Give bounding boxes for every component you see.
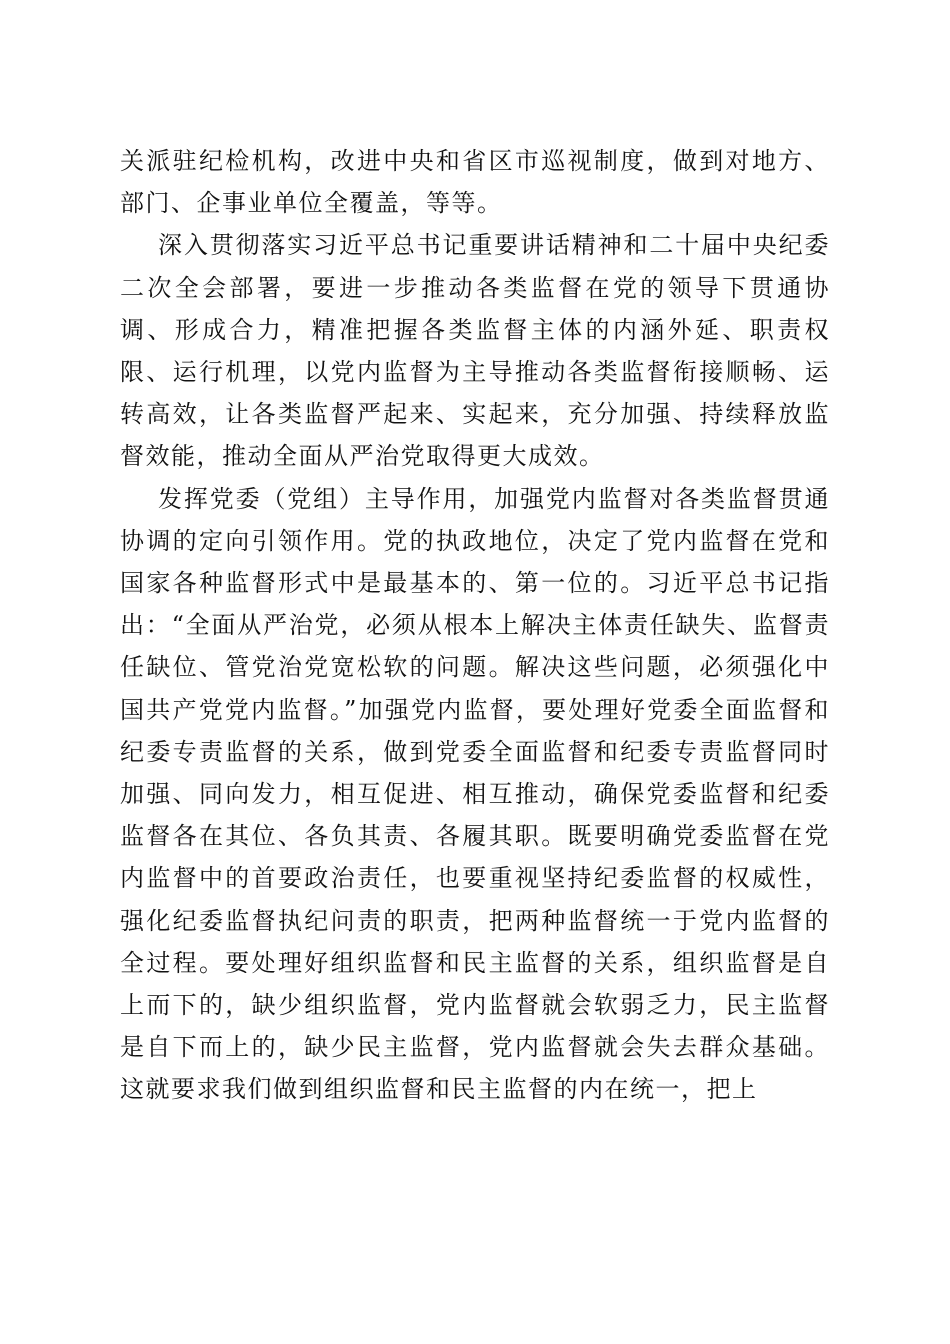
document-body (120, 140, 830, 1111)
paragraph-1: 关派驻纪检机构，改进中央和省区市巡视制度，做到对地方、部门、企事业单位全覆盖，等等。 (120, 147, 830, 218)
paragraph-2: 深入贯彻落实习近平总书记重要讲话精神和二十届中央纪委二次全会部署，要进一步推动各类监督在党的领导下贯通协调、形成合力，精准把握各类监督主体的内涵外延、职责权限、运行机理，以党内监督为主导推动各类监督衔接顺畅、运转高效，让各类监督严起来、实起来，充分加强、持续释放监督效能，推动全面从严治党取得更大成效。 (120, 231, 830, 471)
paragraph-3: 发挥党委（党组）主导作用，加强党内监督对各类监督贯通协调的定向引领作用。党的执政地位，决定了党内监督在党和国家各种监督形式中是最基本的、第一位的。习近平总书记指出：“全面从严治党，必须从根本上解决主体责任缺失、监督责任缺位、管党治党宽松软的问题。解决这些问题，必须强化中国共产党党内监督。”加强党内监督，要处理好党委全面监督和纪委专责监督的关系，做到党委全面监督和纪委专责监督同时加强、同向发力，相互促进、相互推动，确保党委监督和纪委监督各在其位、各负其责、各履其职。既要明确党委监督在党内监督中的首要政治责任，也要重视坚持纪委监督的权威性，强化纪委监督执纪问责的职责，把两种监督统一于党内监督的全过程。要处理好组织监督和民主监督的关系，组织监督是自上而下的，缺少组织监督，党内监督就会软弱乏力，民主监督是自下而上的，缺少民主监督，党内监督就会失去群众基础。这就要求我们做到组织监督和民主监督的内在统一，把上 (120, 484, 830, 1104)
